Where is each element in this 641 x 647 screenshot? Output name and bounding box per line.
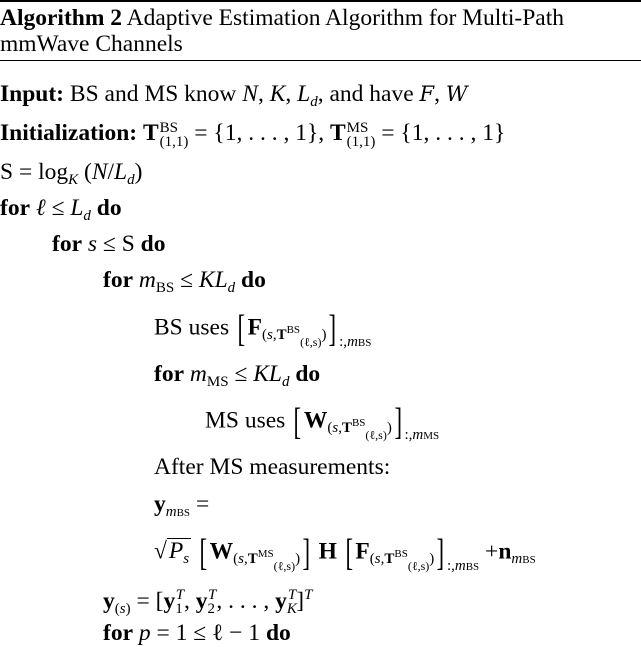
y-s-line: $y_{(s)} = [y_1^T$, $y_2^T$, . . . , $y_K^T]^T$ — [103, 587, 313, 617]
for-s-line: for s ≤ S do — [52, 231, 166, 257]
for-mbs-line: for $m_{BS} \le KL_d$ do — [103, 267, 266, 296]
math-set-f: F — [419, 82, 435, 106]
input-and-have: , and have — [317, 81, 414, 107]
for-mms-line: for $m_{MS} \le KL_d$ do — [154, 361, 321, 390]
algorithm-caption — [0, 4, 564, 32]
ms-uses-line: MS uses [ $W_{(s,T^{BS}_{(\ell,s)})}$] $_{:,mMS}$ — [205, 401, 440, 444]
math-n-k-ld: N — [242, 81, 258, 107]
bs-uses-line: BS uses [ $F_{(s,T^{BS}_{(\ell,s)})}$] $_{:,mBS}$ — [154, 308, 372, 351]
top-rule — [0, 0, 641, 2]
init-keyword: Initialization: — [0, 120, 138, 146]
for-p-line: for p = 1 ≤ ℓ − 1 do — [103, 620, 291, 646]
math-t-bs: T — [142, 120, 159, 146]
init-line: Initialization: T BS (1,1) = {1, . . . , 1}, T MS (1,1) = {1, . . . , 1} — [0, 119, 506, 150]
input-text: BS and MS know — [69, 81, 237, 107]
s-eq-lhs: S = — [0, 159, 33, 185]
input-keyword: Input: — [0, 81, 65, 107]
after-ms-line: After MS measurements: — [154, 454, 391, 480]
algorithm-title-line2: mmWave Channels — [0, 31, 183, 57]
input-line: Input: BS and MS know N, K, $L_d$, and have F, W — [0, 81, 468, 110]
for-l-line: for ℓ ≤ $L_d$ do — [0, 195, 122, 224]
log-fn: log — [38, 159, 69, 185]
equation-line: $√P_s$ [ $W_{(s,T^{MS}_{(\ell,s)})}$] H [ $F_{(s,T^{BS}_{(\ell,s)})}$] $_{:,mBS} +n_{mBS}$ — [154, 532, 536, 575]
algorithm-title-line1: Adaptive Estimation Algorithm for Multi-Path — [126, 5, 564, 31]
algorithm-label: Algorithm 2 — [0, 5, 123, 31]
s-line: $S = \log_K (N/L_d)$ — [0, 159, 143, 188]
y-mbs-line: $y_{mBS}$ = — [154, 491, 210, 520]
caption-rule — [0, 60, 641, 61]
